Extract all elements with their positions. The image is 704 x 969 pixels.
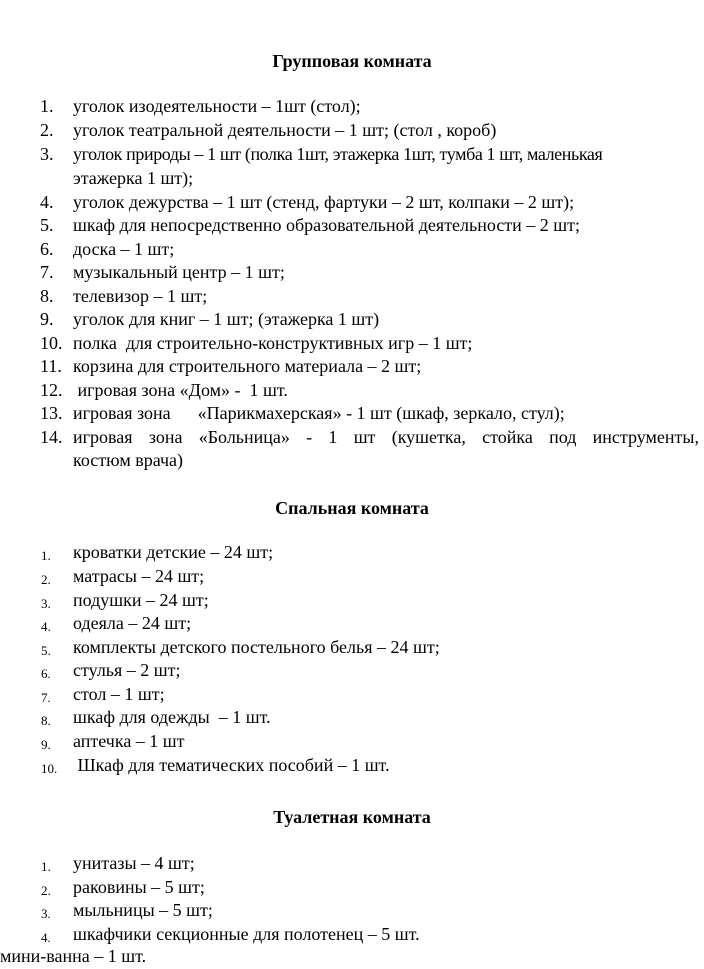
section-title-sleep: Спальная комната: [275, 498, 429, 518]
document-page: Групповая комната 1. уголок изодеятельности – 1шт (стол); 2. уголок театральной деятельности – 1 шт; (стол , короб) 3. уголок природы – 1 шт (полка 1шт, этажерка 1шт, тумба 1 шт, маленькая этажерка 1 шт); 4. уголок дежурства – 1 шт (стенд, фартуки – 2 шт, колпаки – 2 шт); 5. шкаф для непосредственно образовательной деятельности – 2 шт; 6. доска – 1 шт; 7. музыкальный центр – 1 шт; 8. телевизор – 1 шт; 9. уголок для книг – 1 шт; (этажерка 1 шт) 10. полка для строительно-конструктивных игр – 1 шт; 11. корзина для строительного материала – 2 шт; 12. игровая зона «Дом» - 1 шт. 13. игровая зона «Парикмахерская» - 1 шт (шкаф, зеркало, стул); 14. игровая зона «Больница» - 1 шт (кушетка, стойка под инструменты, костюм врача) Спальная комната 1. кроватки детские – 24 шт; 2. матрасы – 24 шт; 3. подушки – 24 шт; 4. одеяла – 24 шт; 5. комплекты детского постельного белья – 24 шт; 6. стулья – 2 шт; 7. стол – 1 шт; 8. шкаф для одежды – 1 шт. 9. аптечка – 1 шт 10. Шкаф для тематических пособий – 1 шт. Туалетная комната 1. унитазы – 4 шт; 2. раковины – 5 шт; 3. мыльницы – 5 шт; 4. шкафчики секционные для полотенец – 5 шт. мини-ванна – 1 шт.: [0, 0, 704, 969]
section-title-group: Групповая комната: [272, 51, 432, 71]
section-title-toilet: Туалетная комната: [273, 807, 431, 827]
trailing-line: мини-ванна – 1 шт.: [0, 946, 147, 966]
